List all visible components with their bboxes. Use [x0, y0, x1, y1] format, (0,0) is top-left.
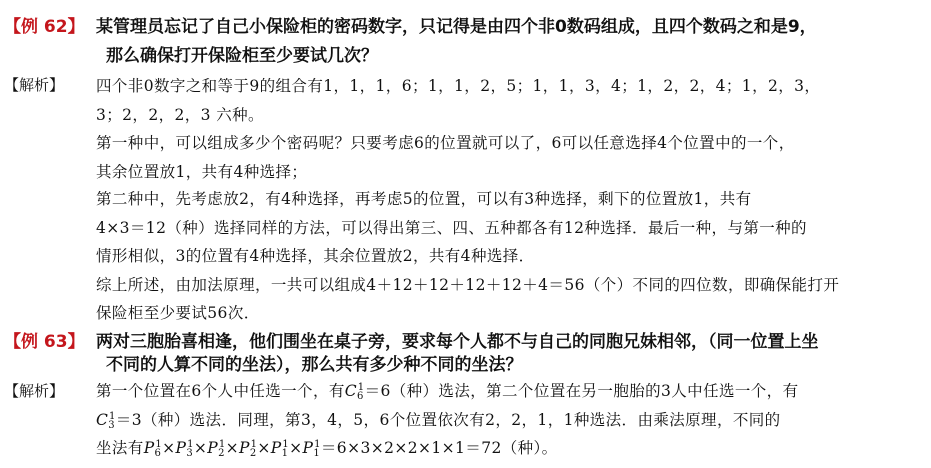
- example-63-analysis-tag: 【解析】: [4, 382, 65, 400]
- combination-c-3-1: $C_3^1$: [96, 411, 116, 431]
- example-63-question-line-2: 不同的人算不同的坐法），那么共有多少种不同的坐法？: [106, 355, 523, 375]
- example-63-analysis-line-1: [96, 379, 799, 402]
- example-62-analysis-line-5: 第二种中，先考虑放2，有4种选择，再考虑5的位置，可以有3种选择，剩下的位置放1，共有: [96, 190, 752, 208]
- example-62-analysis-tag: 【解析】: [4, 76, 65, 94]
- example-62-analysis-line-6: 4×3＝12（种）选择同样的方法，可以得出第三、四、五种都各有12种选择．最后一种，与第一种的: [96, 219, 807, 237]
- example-63-tag: 【例 63】: [4, 332, 85, 352]
- example-62-analysis-line-3: 第一种中，可以组成多少个密码呢？只要考虑6的位置就可以了，6可以任意选择4个位置中的一个，: [96, 134, 795, 152]
- example-62-analysis-line-1: 四个非0数字之和等于9的组合有1，1，1，6；1，1，2，5；1，1，3，4；1，2，2，4；1，2，3，: [96, 77, 821, 95]
- combination-c-6-1: $C_6^1$: [344, 382, 365, 402]
- permutation-product: $P_6^1\times P_3^1\times P_2^1\times P_2^1\times P_1^1\times P_1^1$: [143, 439, 321, 459]
- example-63-line-3-end: ＝6×3×2×2×1×1＝72（种）。: [320, 439, 558, 457]
- example-62-analysis-line-9: 保险柜至少要试56次．: [96, 304, 260, 322]
- example-62-tag: 【例 62】: [4, 17, 85, 37]
- example-63-analysis-line-3: [96, 436, 558, 459]
- example-63-analysis-line-2: [96, 408, 781, 431]
- example-62-question-line-2: 那么确保打开保险柜至少要试几次？: [106, 46, 378, 66]
- example-63-line-2-end: ＝3（种）选法．同理，第3，4，5，6个位置依次有2，2，1，1种选法．由乘法原理，不同的: [115, 411, 781, 429]
- example-62-analysis-line-7: 情形相似，3的位置有4种选择，其余位置放2，共有4种选择．: [96, 247, 535, 265]
- example-62-analysis-line-8: 综上所述，由加法原理，一共可以组成4＋12＋12＋12＋12＋4＝56（个）不同的四位数，即确保能打开: [96, 276, 840, 294]
- example-63-question-line-1: 两对三胞胎喜相逢，他们围坐在桌子旁，要求每个人都不与自己的同胞兄妹相邻，（同一位置上坐: [96, 332, 819, 352]
- example-62-analysis-line-4: 其余位置放1，共有4种选择；: [96, 163, 308, 181]
- example-63-line-3-start: 坐法有: [96, 439, 144, 457]
- example-63-line-1-start: 第一个位置在6个人中任选一个，有: [96, 382, 345, 400]
- example-62-analysis-line-2: 3；2，2，2，3 六种。: [96, 106, 264, 124]
- example-62-question-line-1: 某管理员忘记了自己小保险柜的密码数字，只记得是由四个非0数码组成，且四个数码之和是9，: [96, 17, 817, 37]
- example-63-line-1-end: ＝6（种）选法，第二个位置在另一胞胎的3人中任选一个，有: [364, 382, 799, 400]
